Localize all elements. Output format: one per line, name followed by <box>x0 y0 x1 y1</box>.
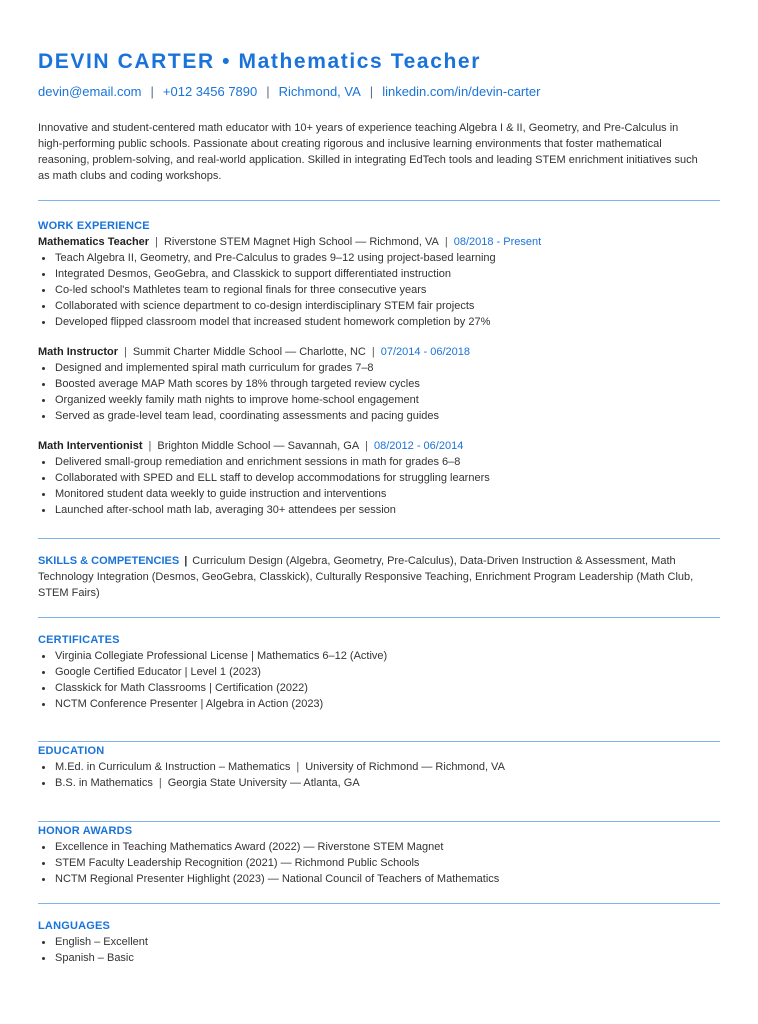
linkedin-link[interactable]: linkedin.com/in/devin-carter <box>382 84 541 99</box>
job-dates: 08/2012 - 06/2014 <box>374 440 464 452</box>
list-item: Delivered small-group remediation and enrichment sessions in math for grades 6–8 <box>38 454 720 470</box>
job-header <box>38 344 720 360</box>
section-divider <box>38 538 720 539</box>
section-divider <box>38 200 720 201</box>
section-title: HONOR AWARDS <box>38 825 133 837</box>
job-bullets <box>38 250 720 330</box>
skills-paragraph <box>38 553 720 601</box>
honor-awards-section <box>38 823 720 887</box>
list-item: Teach Algebra II, Geometry, and Pre-Calculus to grades 9–12 using project-based learning <box>38 250 720 266</box>
job-header <box>38 438 720 454</box>
degree-text: M.Ed. in Curriculum & Instruction – Mathematics <box>55 761 291 773</box>
list-item: Collaborated with SPED and ELL staff to develop accommodations for struggling learners <box>38 470 720 486</box>
section-title: LANGUAGES <box>38 920 111 932</box>
list-item: Spanish – Basic <box>38 950 720 966</box>
list-item: Designed and implemented spiral math curriculum for grades 7–8 <box>38 360 720 376</box>
list-item: Virginia Collegiate Professional License | Mathematics 6–12 (Active) <box>38 648 720 664</box>
list-item: Excellence in Teaching Mathematics Award (2022) — Riverstone STEM Magnet <box>38 839 720 855</box>
section-title: WORK EXPERIENCE <box>38 220 150 232</box>
job-dates: 07/2014 - 06/2018 <box>380 346 471 358</box>
job-separator: | <box>444 236 448 248</box>
job-separator: | <box>124 346 127 358</box>
list-item: Developed flipped classroom model that increased student homework completion by 27% <box>38 314 720 330</box>
skills-separator: | <box>184 555 188 567</box>
section-title: CERTIFICATES <box>38 634 120 646</box>
list-item: Served as grade-level team lead, coordinating assessments and pacing guides <box>38 408 720 424</box>
location-text: Richmond, VA <box>278 84 361 99</box>
job-header <box>38 234 720 250</box>
list-item: English – Excellent <box>38 934 720 950</box>
contact-separator: | <box>266 84 270 99</box>
languages-section <box>38 918 720 966</box>
education-separator: | <box>158 777 162 789</box>
section-divider <box>38 741 720 742</box>
resume-name-title: DEVIN CARTER • Mathematics Teacher <box>38 50 481 73</box>
work-experience-section <box>38 218 720 518</box>
contact-line <box>38 84 540 99</box>
languages-list <box>38 934 720 966</box>
list-item <box>38 759 720 775</box>
email-link[interactable]: devin@email.com <box>38 84 142 99</box>
summary-paragraph: Innovative and student-centered math educator with 10+ years of experience teaching Algebra I & II, Geometry, and Pre-Calculus in high-performing public schools. Passionate about creating rigorous and inclusive learning environments that foster mathematical reasoning, problem-solving, and real-world application. Skilled in integrating EdTech tools and leading STEM enrichment initiatives such as math clubs and coding workshops. <box>38 122 698 182</box>
job-bullets <box>38 454 720 518</box>
education-list <box>38 759 720 791</box>
list-item <box>38 775 720 791</box>
job-role: Math Interventionist <box>38 440 143 452</box>
job-org: Riverstone STEM Magnet High School — Richmond, VA <box>163 236 439 248</box>
list-item: Launched after-school math lab, averaging 30+ attendees per session <box>38 502 720 518</box>
awards-list <box>38 839 720 887</box>
certificates-section <box>38 632 720 712</box>
skills-text: Curriculum Design (Algebra, Geometry, Pre-Calculus), Data-Driven Instruction & Assessment, Math Technology Integration (Desmos, GeoGebra, Classkick), Culturally Responsive Teaching, Enrichment Program Leadership (Math Club, STEM Fairs) <box>38 555 694 599</box>
degree-text: B.S. in Mathematics <box>55 777 153 789</box>
section-divider <box>38 617 720 618</box>
job-separator: | <box>371 346 375 358</box>
section-divider <box>38 903 720 904</box>
job-org: Brighton Middle School — Savannah, GA <box>157 440 360 452</box>
list-item: Monitored student data weekly to guide instruction and interventions <box>38 486 720 502</box>
job-org: Summit Charter Middle School — Charlotte, NC <box>132 346 366 358</box>
school-text: University of Richmond — Richmond, VA <box>305 761 505 773</box>
section-title: EDUCATION <box>38 745 105 757</box>
contact-separator: | <box>369 84 374 99</box>
list-item: Boosted average MAP Math scores by 18% through targeted review cycles <box>38 376 720 392</box>
section-divider <box>38 821 720 822</box>
education-separator: | <box>296 761 300 773</box>
job-dates: 08/2018 - Present <box>453 236 542 248</box>
list-item: Classkick for Math Classrooms | Certification (2022) <box>38 680 720 696</box>
list-item: Integrated Desmos, GeoGebra, and Classkick to support differentiated instruction <box>38 266 720 282</box>
skills-section <box>38 553 720 601</box>
certificates-list <box>38 648 720 712</box>
job-role: Math Instructor <box>38 346 119 358</box>
list-item: Co-led school's Mathletes team to regional finals for three consecutive years <box>38 282 720 298</box>
section-title: SKILLS & COMPETENCIES <box>38 555 180 567</box>
list-item: Organized weekly family math nights to improve home-school engagement <box>38 392 720 408</box>
job-separator: | <box>365 440 369 452</box>
job-separator: | <box>148 440 152 452</box>
list-item: NCTM Conference Presenter | Algebra in Action (2023) <box>38 696 720 712</box>
list-item: NCTM Regional Presenter Highlight (2023) — National Council of Teachers of Mathematics <box>38 871 720 887</box>
list-item: STEM Faculty Leadership Recognition (2021) — Richmond Public Schools <box>38 855 720 871</box>
job-bullets <box>38 360 720 424</box>
contact-separator: | <box>150 84 154 99</box>
school-text: Georgia State University — Atlanta, GA <box>167 777 360 789</box>
phone-text: +012 3456 7890 <box>162 84 258 99</box>
job-role: Mathematics Teacher <box>38 236 150 248</box>
list-item: Collaborated with science department to co-design interdisciplinary STEM fair projects <box>38 298 720 314</box>
list-item: Google Certified Educator | Level 1 (2023) <box>38 664 720 680</box>
education-section <box>38 743 720 791</box>
job-separator: | <box>155 236 158 248</box>
